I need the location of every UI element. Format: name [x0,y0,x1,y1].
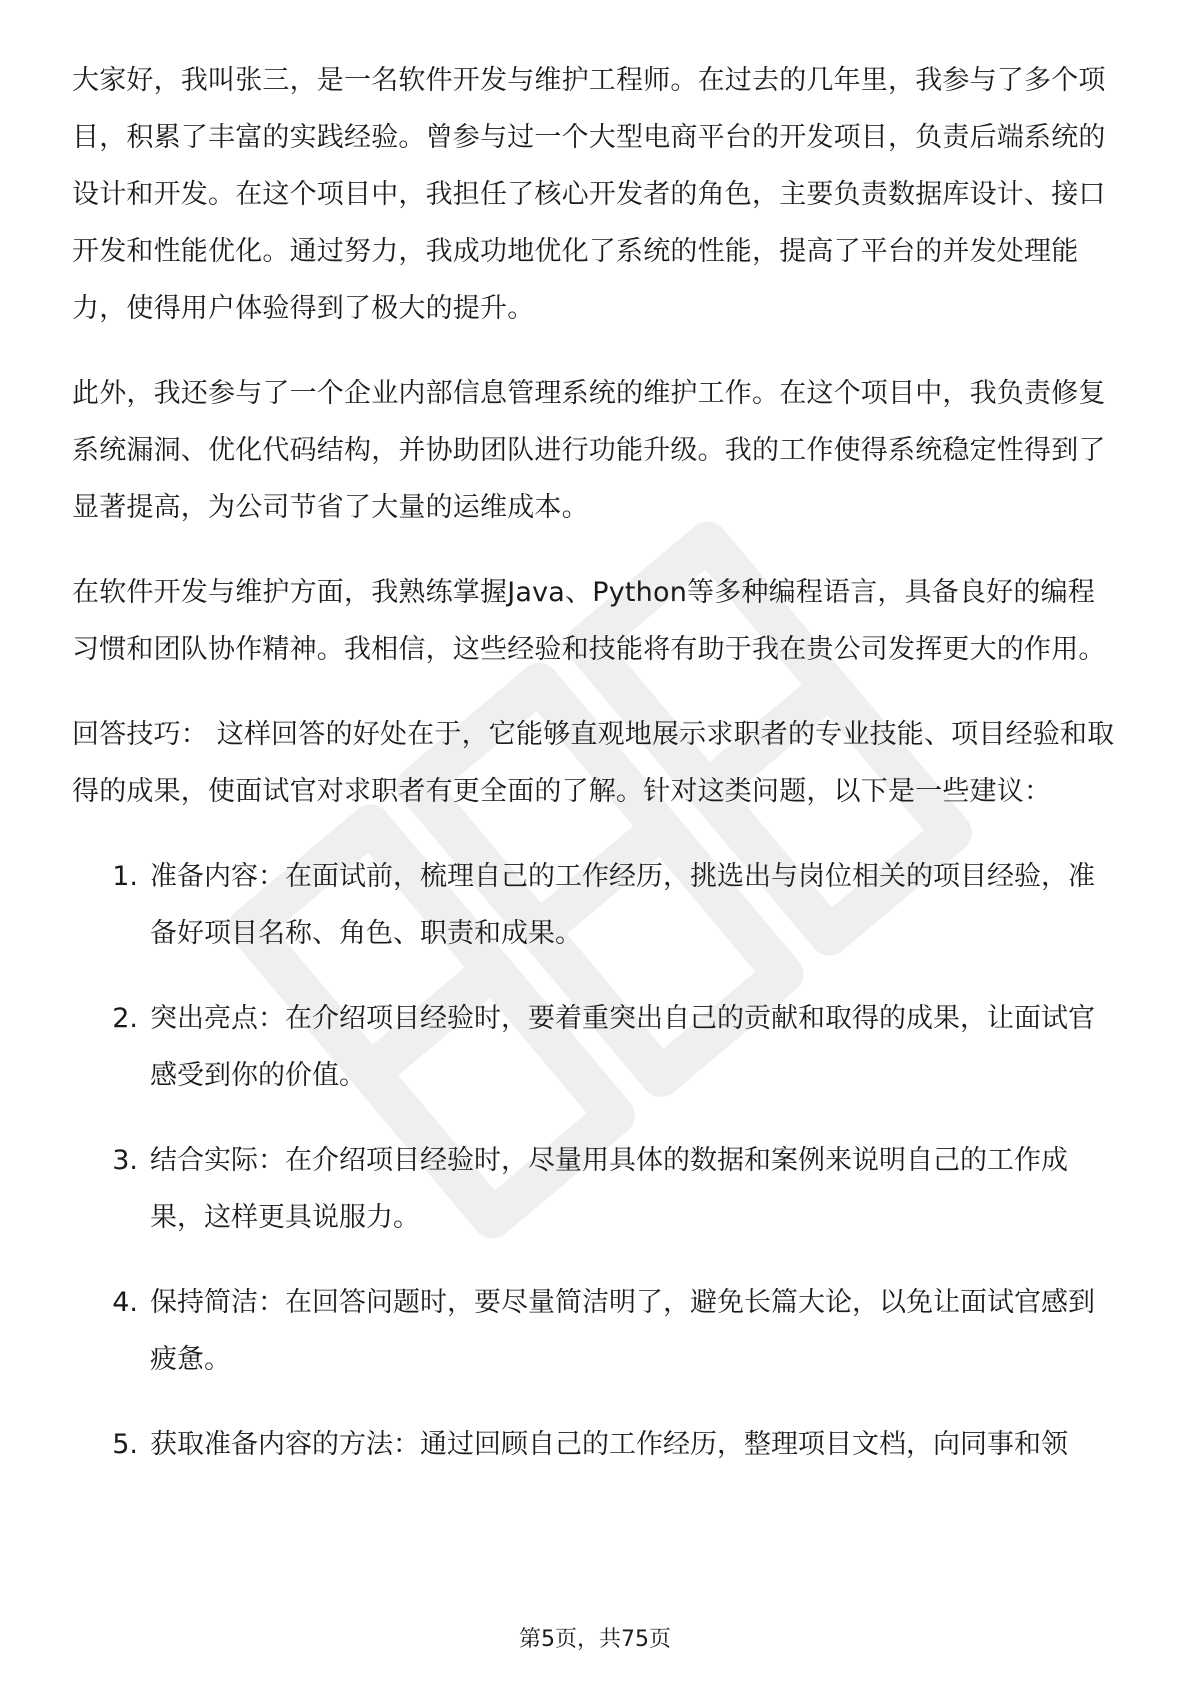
list-item-number: 5. [112,1429,138,1460]
document-body [72,52,1120,1501]
list-item-number: 4. [112,1287,138,1318]
list-item-text: 保持简洁：在回答问题时，要尽量简洁明了，避免长篇大论，以免让面试官感到疲惫。 [150,1287,1095,1375]
list-item-text: 准备内容：在面试前，梳理自己的工作经历，挑选出与岗位相关的项目经验，准备好项目名称、角色、职责和成果。 [150,861,1095,949]
list-item [72,1132,1120,1246]
list-item [72,990,1120,1104]
list-item-text: 突出亮点：在介绍项目经验时，要着重突出自己的贡献和取得的成果，让面试官感受到你的价值。 [150,1003,1095,1091]
list-item [72,848,1120,962]
answer-tips-paragraph: 回答技巧： 这样回答的好处在于，它能够直观地展示求职者的专业技能、项目经验和取得的成果，使面试官对求职者有更全面的了解。针对这类问题，以下是一些建议： [72,719,1115,807]
list-item-text: 获取准备内容的方法：通过回顾自己的工作经历，整理项目文档，向同事和领 [150,1429,1068,1460]
list-item [72,1274,1120,1388]
list-item-number: 2. [112,1003,138,1034]
page-number-footer: 第5页，共75页 [519,1627,671,1652]
tips-list [72,848,1120,1473]
list-item-text: 结合实际：在介绍项目经验时，尽量用具体的数据和案例来说明自己的工作成果，这样更具说服力。 [150,1145,1068,1233]
intro-paragraph: 大家好，我叫张三，是一名软件开发与维护工程师。在过去的几年里，我参与了多个项目，积累了丰富的实践经验。曾参与过一个大型电商平台的开发项目，负责后端系统的设计和开发。在这个项目中，我担任了核心开发者的角色，主要负责数据库设计、接口开发和性能优化。通过努力，我成功地优化了系统的性能，提高了平台的并发处理能力，使得用户体验得到了极大的提升。 [72,65,1106,324]
maintenance-paragraph: 此外，我还参与了一个企业内部信息管理系统的维护工作。在这个项目中，我负责修复系统漏洞、优化代码结构，并协助团队进行功能升级。我的工作使得系统稳定性得到了显著提高，为公司节省了大量的运维成本。 [72,378,1106,523]
list-item [72,1416,1120,1473]
list-item-number: 3. [112,1145,138,1176]
skills-paragraph: 在软件开发与维护方面，我熟练掌握Java、Python等多种编程语言，具备良好的编程习惯和团队协作精神。我相信，这些经验和技能将有助于我在贵公司发挥更大的作用。 [72,577,1106,665]
list-item-number: 1. [112,861,138,892]
